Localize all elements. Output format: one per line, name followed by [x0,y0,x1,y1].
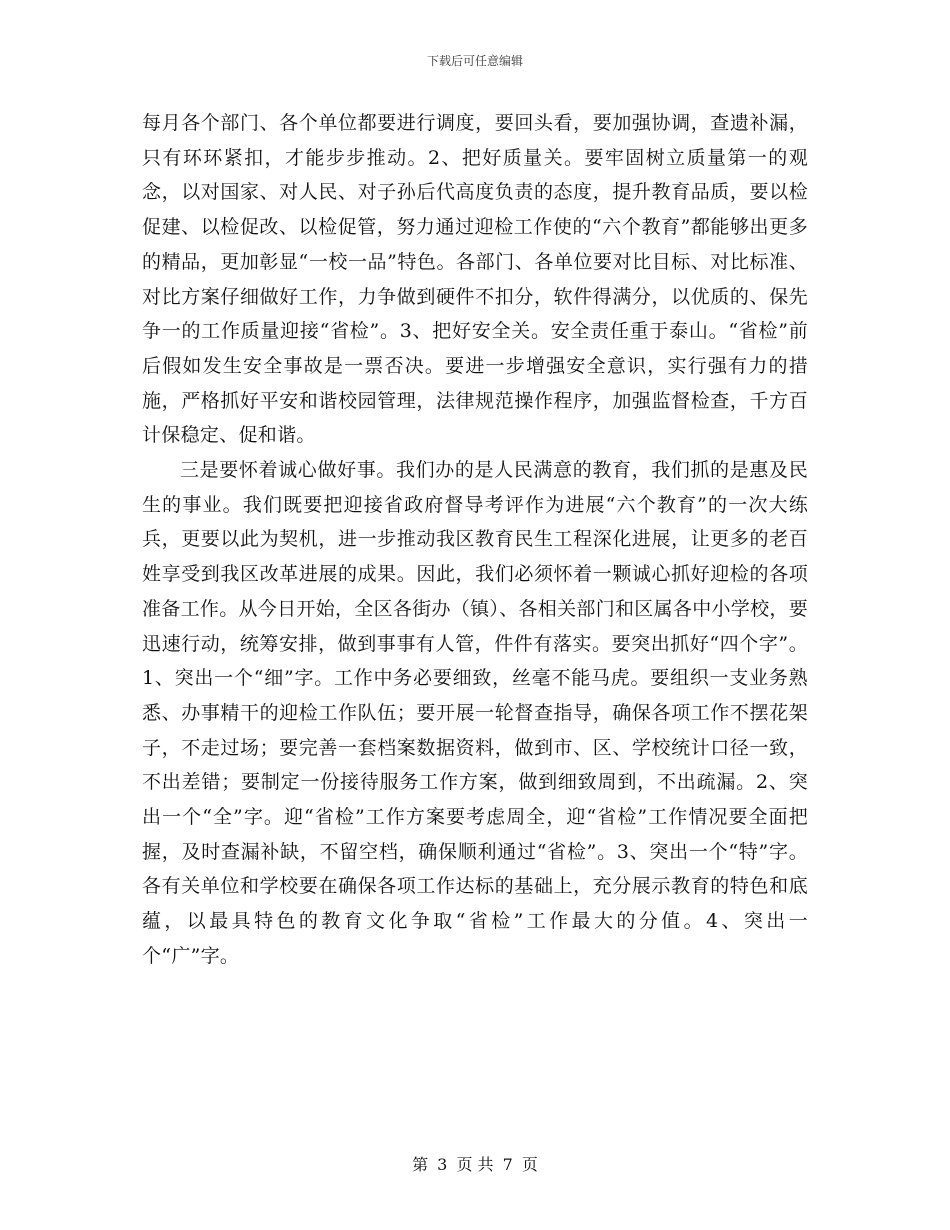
footer-suffix: 页 [521,1155,538,1174]
footer-total-pages: 7 [502,1155,513,1174]
footer-middle: 页 共 [456,1155,494,1174]
paragraph-2: 三是要怀着诚心做好事。我们办的是人民满意的教育，我们抓的是惠及民生的事业。我们既要把迎接省政府督导考评作为进展“六个教育”的一次大练兵，更要以此为契机，进一步推动我区教育民生工程深化进展，让更多的老百姓享受到我区改革进展的成果。因此，我们必须怀着一颗诚心抓好迎检的各项准备工作。从今日开始，全区各街办（镇）、各相关部门和区属各中小学校，要迅速行动，统筹安排，做到事事有人管，件件有落实。要突出抓好“四个字”。1、突出一个“细”字。工作中务必要细致，丝毫不能马虎。要组织一支业务熟悉、办事精干的迎检工作队伍；要开展一轮督查指导，确保各项工作不摆花架子，不走过场；要完善一套档案数据资料，做到市、区、学校统计口径一致，不出差错；要制定一份接待服务工作方案，做到细致周到，不出疏漏。2、突出一个“全”字。迎“省检”工作方案要考虑周全，迎“省检”工作情况要全面把握，及时查漏补缺，不留空档，确保顺利通过“省检”。3、突出一个“特”字。各有关单位和学校要在确保各项工作达标的基础上，充分展示教育的特色和底蕴，以最具特色的教育文化争取“省检”工作最大的分值。4、突出一个“广”字。 [142,459,809,967]
footer-current-page: 3 [437,1155,448,1174]
paragraph-1: 每月各个部门、各个单位都要进行调度，要回头看，要加强协调，查遗补漏，只有环环紧扣，才能步步推动。2、把好质量关。要牢固树立质量第一的观念，以对国家、对人民、对子孙后代高度负责的态度，提升教育品质，要以检促建、以检促改、以检促管，努力通过迎检工作使的“六个教育”都能够出更多的精品，更加彰显“一校一品”特色。各部门、各单位要对比目标、对比标准、对比方案仔细做好工作，力争做到硬件不扣分，软件得满分，以优质的、保先争一的工作质量迎接“省检”。3、把好安全关。安全责任重于泰山。“省检”前后假如发生安全事故是一票否决。要进一步增强安全意识，实行强有力的措施，严格抓好平安和谐校园管理，法律规范操作程序，加强监督检查，千方百计保稳定、促和谐。 [142,112,808,447]
page-header: 下载后可任意编辑 [426,54,523,68]
footer-prefix: 第 [412,1155,429,1174]
page-footer [0,1154,950,1176]
document-body [142,106,808,974]
